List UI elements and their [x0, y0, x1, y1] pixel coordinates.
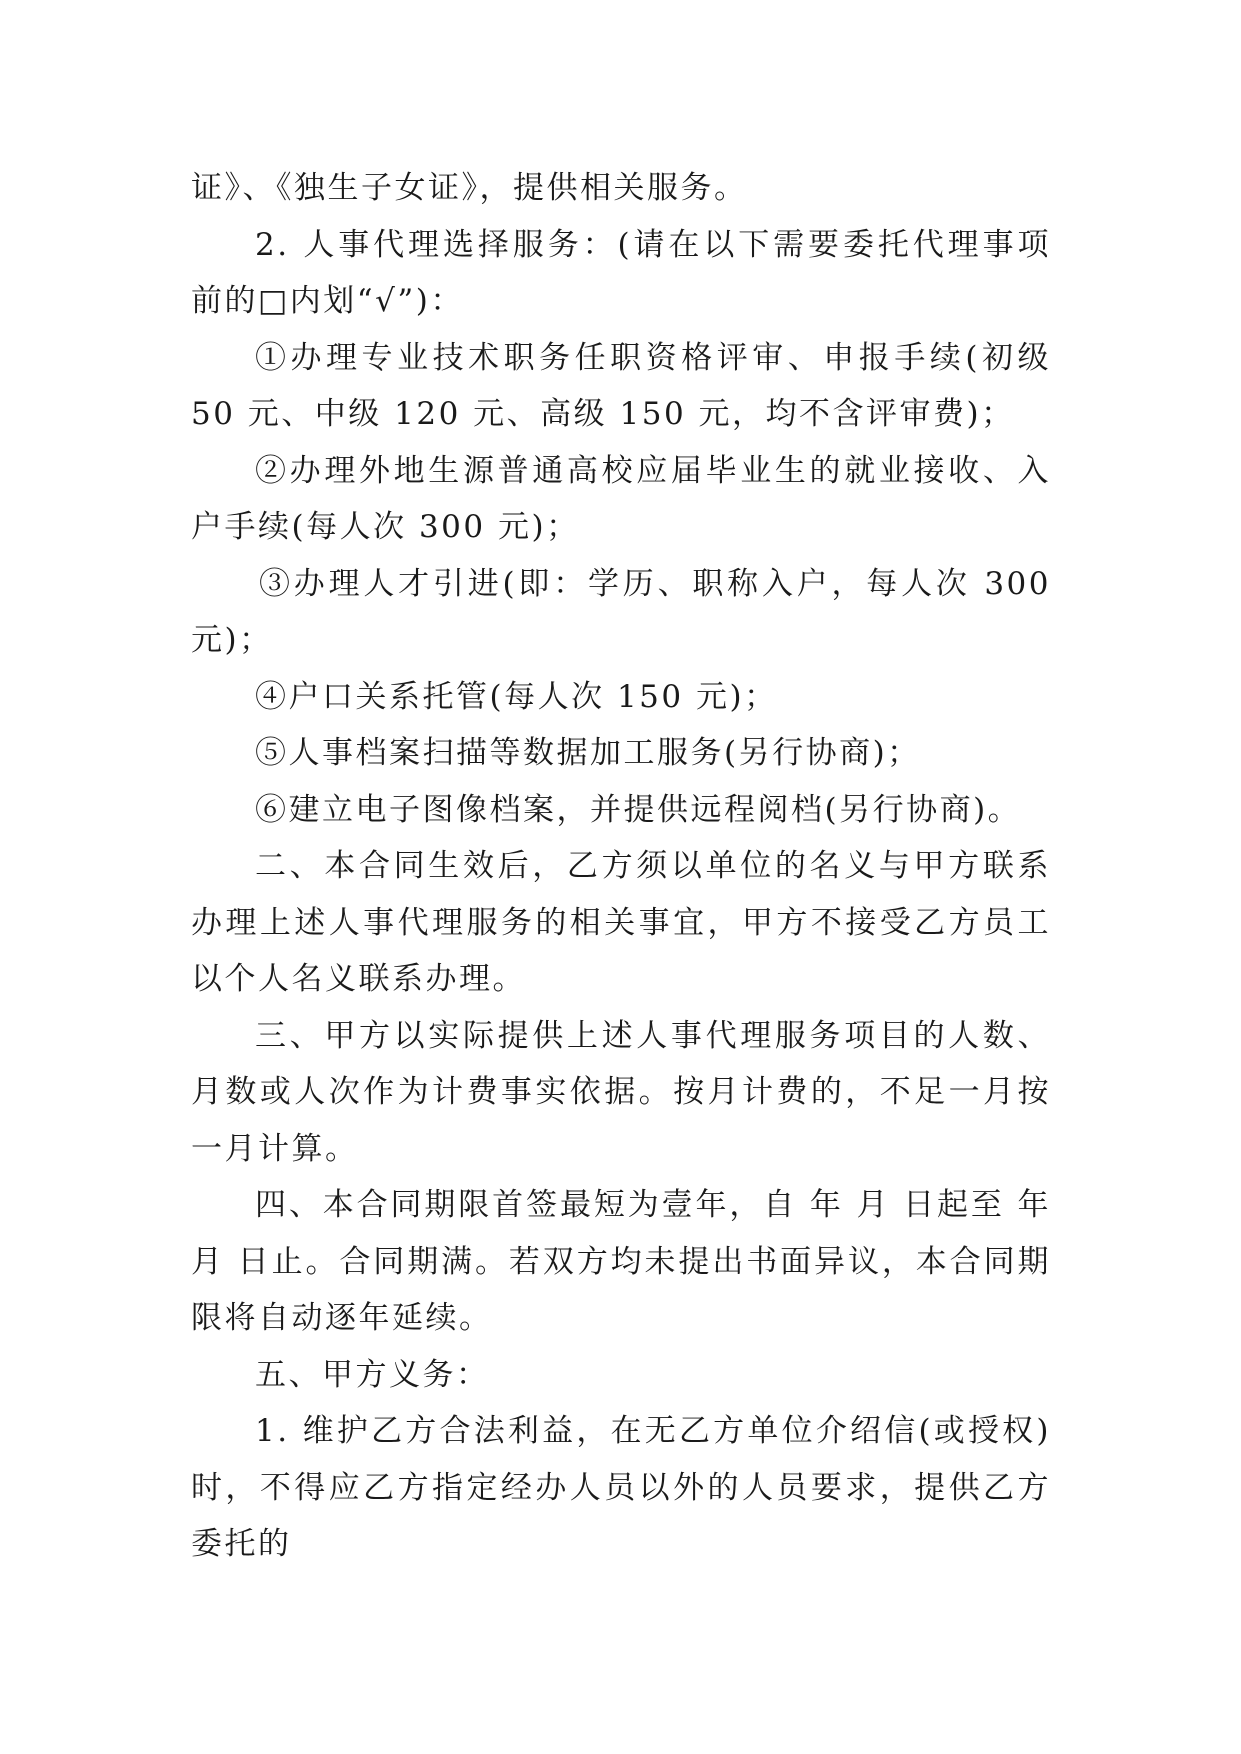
- paragraph-option-4: ④户口关系托管(每人次 150 元)；: [255, 678, 778, 715]
- paragraph-option-5: ⑤人事档案扫描等数据加工服务(另行协商)；: [255, 735, 921, 771]
- paragraph-option-1: ①办理专业技术职务任职资格评审、申报手续(初级 50 元、中级 120 元、高级 150 元，均不含评审费)；: [191, 339, 1051, 432]
- paragraph-option-3: ③办理人才引进(即：学历、职称入户，每人次 300 元)；: [191, 565, 1051, 658]
- paragraph-clause-5-heading: 五、甲方义务：: [255, 1356, 490, 1393]
- paragraph-option-6: ⑥建立电子图像档案，并提供远程阅档(另行协商)。: [255, 791, 1022, 828]
- document-body: [191, 160, 1051, 1573]
- paragraph-continuation: 证》、《独生子女证》，提供相关服务。: [191, 170, 748, 206]
- paragraph-clause-3: 三、甲方以实际提供上述人事代理服务项目的人数、月数或人次作为计费事实依据。按月计费的，不足一月按一月计算。: [191, 1017, 1051, 1167]
- paragraph-clause-4: 四、本合同期限首签最短为壹年，自 年 月 日起至 年 月 日止。合同期满。若双方均未提出书面异议，本合同期限将自动逐年延续。: [191, 1187, 1051, 1336]
- paragraph-item-2: 2. 人事代理选择服务：(请在以下需要委托代理事项前的□内划“√”)：: [191, 226, 1051, 319]
- paragraph-option-2: ②办理外地生源普通高校应届毕业生的就业接收、入户手续(每人次 300 元)；: [191, 452, 1051, 545]
- paragraph-clause-2: 二、本合同生效后，乙方须以单位的名义与甲方联系办理上述人事代理服务的相关事宜，甲方不接受乙方员工以个人名义联系办理。: [191, 848, 1051, 997]
- paragraph-clause-5-item-1: 1. 维护乙方合法利益，在无乙方单位介绍信(或授权)时，不得应乙方指定经办人员以外的人员要求，提供乙方委托的: [191, 1413, 1051, 1562]
